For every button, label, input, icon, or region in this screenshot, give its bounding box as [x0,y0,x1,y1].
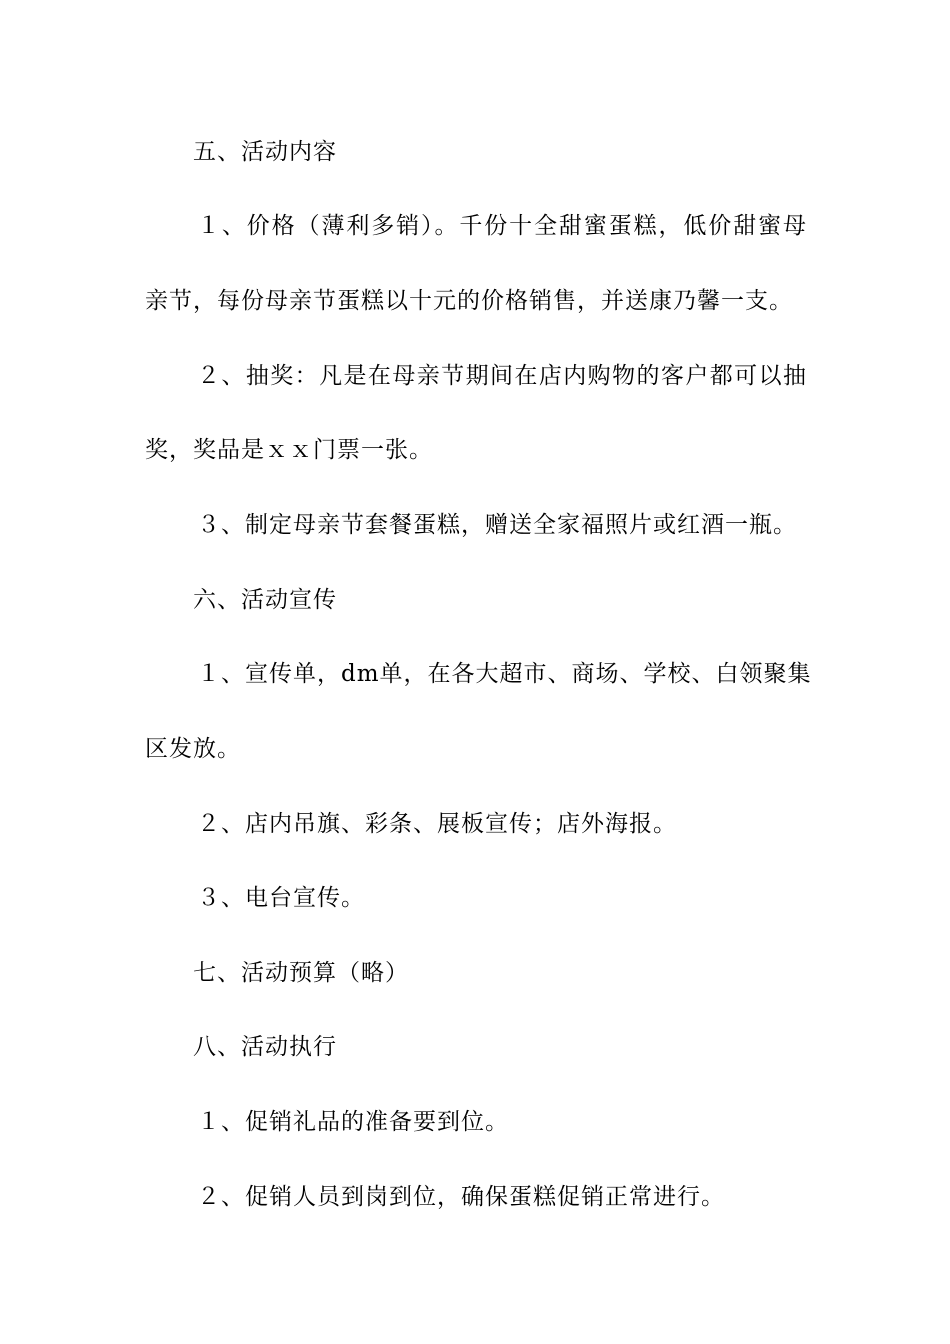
section-heading-7: 七、活动预算（略） [193,960,409,986]
section-heading-6: 六、活动宣传 [193,587,337,613]
paragraph-line: ２、店内吊旗、彩条、展板宣传；店外海报。 [197,811,677,837]
paragraph-line: １、宣传单，dm单，在各大超市、商场、学校、白领聚集 [197,661,812,687]
paragraph-line: 奖，奖品是ｘｘ门票一张。 [145,437,433,463]
paragraph-line: １、促销礼品的准备要到位。 [197,1109,509,1135]
section-heading-5: 五、活动内容 [193,139,337,165]
paragraph-line: 区发放。 [145,736,241,762]
paragraph-line: １、价格（薄利多销）。千份十全甜蜜蛋糕，低价甜蜜母 [197,213,807,239]
paragraph-line: ２、抽奖：凡是在母亲节期间在店内购物的客户都可以抽 [197,363,807,389]
paragraph-line: 亲节，每份母亲节蛋糕以十元的价格销售，并送康乃馨一支。 [145,288,793,314]
paragraph-line: ３、制定母亲节套餐蛋糕，赠送全家福照片或红酒一瓶。 [197,512,797,538]
section-heading-8: 八、活动执行 [193,1034,337,1060]
paragraph-line: ３、电台宣传。 [197,885,365,911]
paragraph-line: ２、促销人员到岗到位，确保蛋糕促销正常进行。 [197,1184,725,1210]
